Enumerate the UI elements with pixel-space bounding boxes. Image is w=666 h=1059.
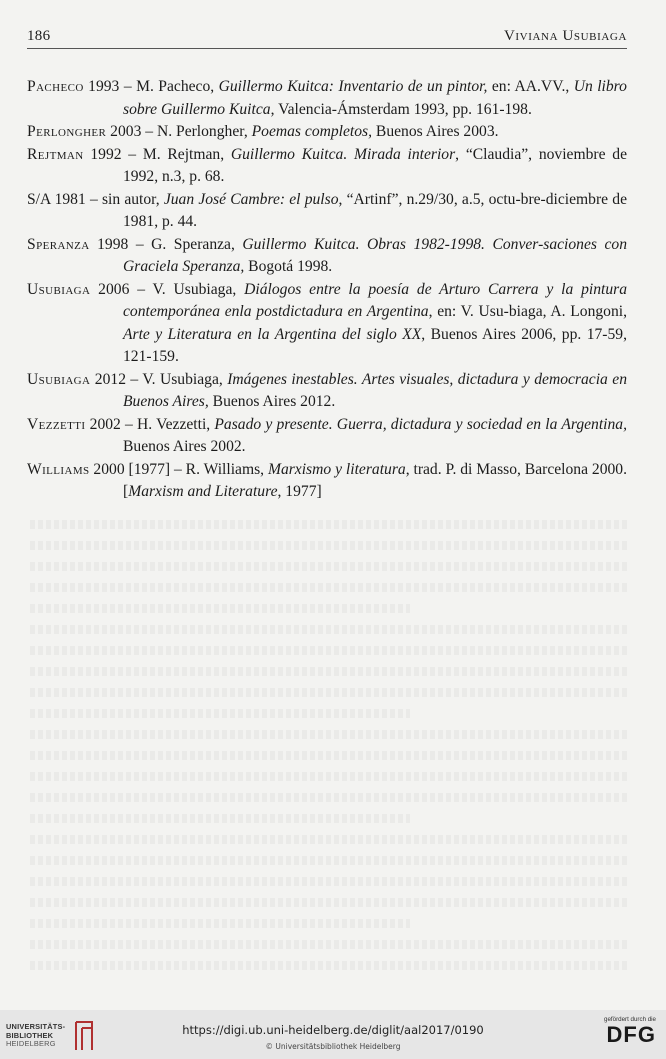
ghost-line bbox=[30, 667, 630, 676]
reference-text: Buenos Aires 2002. bbox=[123, 438, 246, 455]
reference-author: Vezzetti bbox=[27, 415, 86, 433]
dfg-tagline: gefördert durch die bbox=[604, 1016, 656, 1023]
running-head: Viviana Usubiaga bbox=[503, 28, 627, 44]
reference-author: Usubiaga bbox=[27, 370, 91, 388]
reference-text: en: AA.VV., bbox=[487, 78, 574, 95]
ghost-line bbox=[30, 562, 630, 571]
ghost-line bbox=[30, 646, 630, 655]
reference-entry bbox=[27, 414, 627, 459]
reference-author: Williams bbox=[27, 460, 90, 478]
reference-text: 1998 – G. Speranza, bbox=[89, 235, 243, 253]
reference-entry bbox=[27, 459, 627, 504]
reference-title: Marxismo y literatura bbox=[267, 460, 406, 478]
reference-title: Diálogos entre la poesía de Arturo Carrera y la pintura contemporánea enla postdictadura en Argentina bbox=[123, 280, 628, 320]
copyright-notice: © Universitätsbibliothek Heidelberg bbox=[265, 1042, 401, 1051]
reference-title: Guillermo Kuitca. Obras 1982-1998. Conver-saciones con Graciela Speranza, bbox=[123, 235, 627, 275]
reference-text: , “Artinf”, n.29/30, a.5, octu-bre-diciembre de 1981, p. 44. bbox=[123, 190, 627, 230]
reference-list bbox=[27, 76, 627, 504]
reference-title: Guillermo Kuitca: Inventario de un pintor, bbox=[218, 78, 488, 95]
reference-title: Arte y Literatura en la Argentina del siglo XX bbox=[123, 325, 422, 343]
ghost-line bbox=[30, 793, 630, 802]
dfg-logo[interactable] bbox=[586, 1016, 656, 1054]
ghost-line bbox=[30, 919, 410, 928]
ghost-line bbox=[30, 961, 630, 970]
reference-author: Usubiaga bbox=[27, 280, 91, 298]
reference-text: Buenos Aires 2003. bbox=[372, 123, 499, 140]
ghost-line bbox=[30, 604, 410, 613]
reference-entry bbox=[27, 234, 627, 279]
ghost-line bbox=[30, 772, 630, 781]
ghost-line bbox=[30, 583, 630, 592]
reference-text: 2003 – N. Perlongher, bbox=[106, 123, 252, 140]
reference-text: 2006 – V. Usubiaga, bbox=[90, 280, 245, 298]
ghost-line bbox=[30, 856, 630, 865]
reference-text: 2002 – H. Vezzetti, bbox=[85, 415, 215, 433]
reference-title: Juan José Cambre: el pulso bbox=[163, 190, 339, 208]
ghost-line bbox=[30, 541, 630, 550]
reference-entry bbox=[27, 76, 627, 121]
reference-entry bbox=[27, 121, 627, 144]
page-number: 186 bbox=[27, 28, 51, 44]
reference-text: 2000 [1977] – R. Williams, bbox=[89, 460, 268, 478]
ghost-line bbox=[30, 520, 630, 529]
reference-text: , 1977] bbox=[277, 483, 322, 500]
reference-text: Bogotá 1998. bbox=[244, 258, 333, 275]
ghost-line bbox=[30, 835, 630, 844]
reference-text: Buenos Aires 2012. bbox=[208, 393, 336, 410]
reference-text: , Valencia-Ámsterdam 1993, pp. 161-198. bbox=[270, 100, 532, 118]
reference-author: Speranza bbox=[27, 235, 90, 253]
reference-entry bbox=[27, 279, 627, 369]
header-rule bbox=[27, 48, 627, 49]
reference-author: Pacheco bbox=[27, 78, 84, 95]
reference-text: , en: V. Usu-biaga, A. Longoni, bbox=[428, 303, 627, 320]
reference-entry bbox=[27, 144, 627, 189]
reference-title: Marxism and Literature bbox=[128, 483, 278, 500]
ghost-line bbox=[30, 688, 630, 697]
reference-text: , trad. P. di Masso, Barcelona 2000. [ bbox=[123, 460, 627, 500]
ghost-line bbox=[30, 898, 630, 907]
permalink-url[interactable]: https://digi.ub.uni-heidelberg.de/diglit/aal2017/0190 bbox=[182, 1023, 484, 1037]
viewer-footer bbox=[0, 1010, 666, 1059]
reference-title: Un libro sobre Guillermo Kuitca bbox=[123, 78, 627, 118]
reference-text: , “Claudia”, noviembre de 1992, n.3, p. 68. bbox=[123, 145, 627, 185]
reference-title: Guillermo Kuitca. Mirada interior bbox=[230, 145, 456, 163]
reference-text: 2012 – V. Usubiaga, bbox=[90, 370, 228, 388]
ghost-line bbox=[30, 814, 410, 823]
ghost-line bbox=[30, 877, 630, 886]
reference-title: Poemas completos, bbox=[251, 123, 373, 140]
reference-text: S/A 1981 – sin autor, bbox=[27, 190, 164, 208]
dfg-wordmark: DFG bbox=[606, 1022, 656, 1047]
reference-text: , Buenos Aires 2006, pp. 17-59, 121-159. bbox=[123, 325, 627, 365]
library-line-2: BIBLIOTHEK bbox=[6, 1030, 54, 1040]
reference-title: Pasado y presente. Guerra, dictadura y sociedad en la Argentina, bbox=[214, 415, 628, 433]
ghost-line bbox=[30, 751, 630, 760]
ghost-line bbox=[30, 730, 630, 739]
reference-title: Imágenes inestables. Artes visuales, dictadura y democracia en Buenos Aires, bbox=[123, 370, 627, 410]
ghost-line bbox=[30, 709, 410, 718]
reference-entry bbox=[27, 189, 627, 234]
reference-text: 1993 – M. Pacheco, bbox=[83, 78, 219, 95]
library-line-3: HEIDELBERG bbox=[6, 1039, 56, 1049]
ghost-line bbox=[30, 940, 630, 949]
ghost-line bbox=[30, 625, 630, 634]
reference-text: 1992 – M. Rejtman, bbox=[83, 145, 231, 163]
reference-author: Rejtman bbox=[27, 145, 84, 163]
library-line-1: UNIVERSITÄTS- bbox=[6, 1022, 66, 1031]
reference-entry bbox=[27, 369, 627, 414]
reference-author: Perlongher bbox=[27, 123, 107, 140]
